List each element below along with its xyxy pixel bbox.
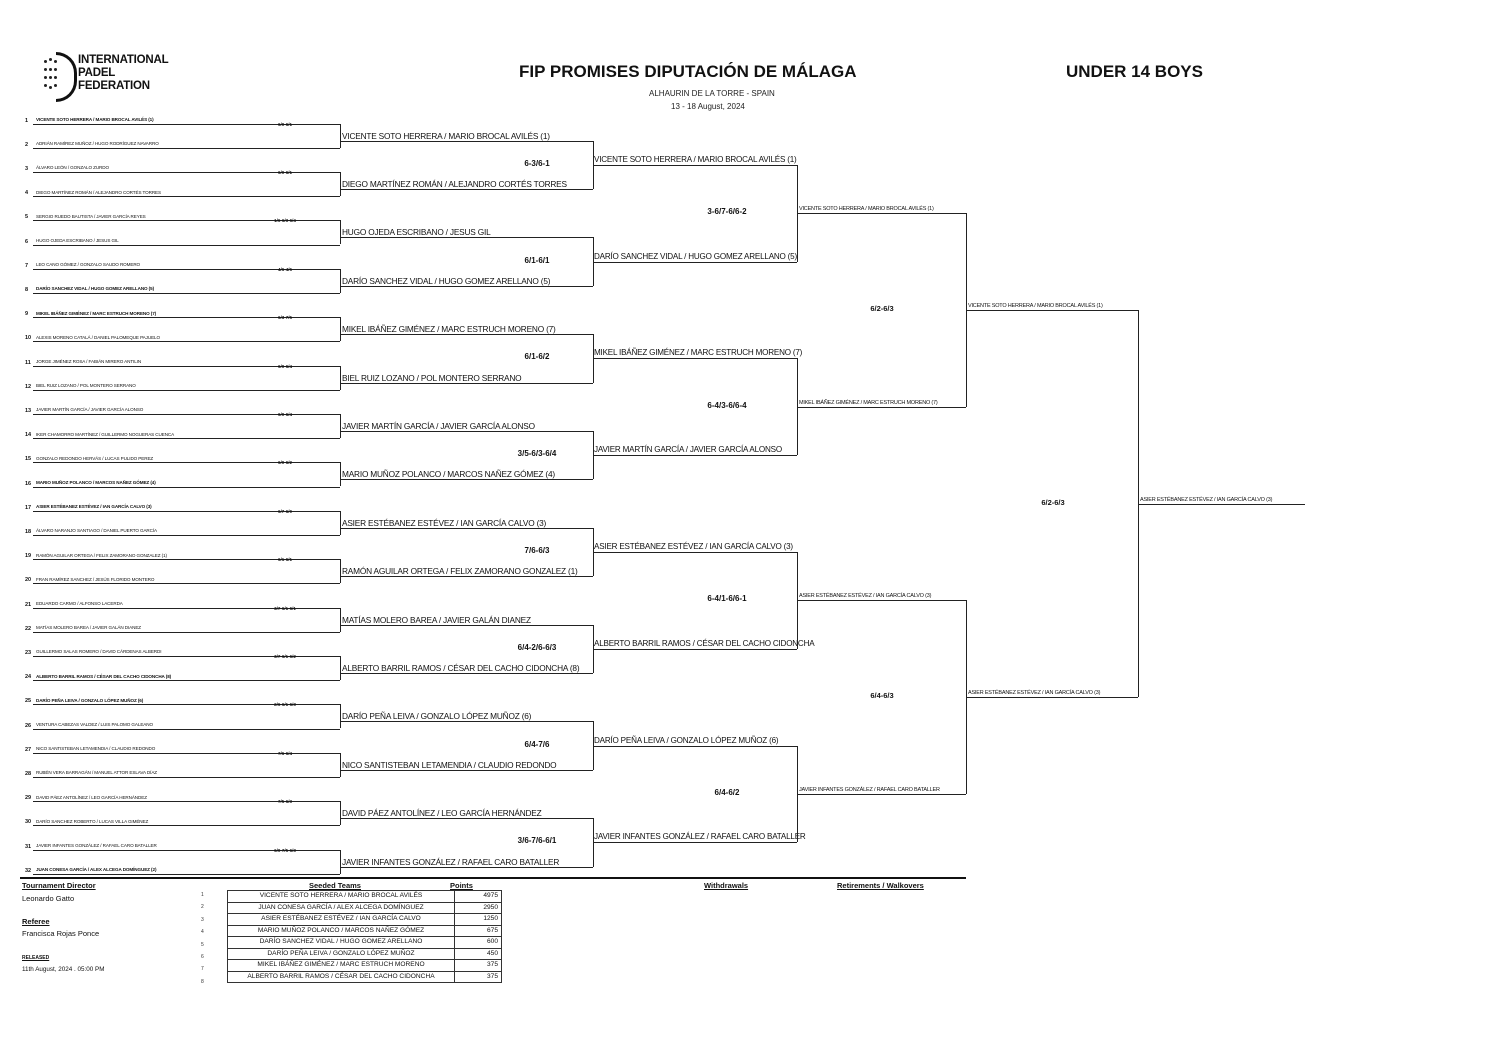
released-date: 11th August, 2024 . 05:00 PM — [22, 966, 105, 973]
seed-slot-number: 5 — [25, 214, 29, 221]
round4-team: ASIER ESTÉBANEZ ESTÉVEZ / IAN GARCÍA CALVO (3) — [799, 593, 932, 600]
seed-points: 375 — [455, 971, 502, 983]
seed-slot-number: 9 — [25, 311, 29, 318]
round1-score: 6/0-6/2 — [277, 460, 292, 466]
final-team: ASIER ESTÉBANEZ ESTÉVEZ / IAN GARCÍA CALVO (3) — [968, 690, 1101, 697]
round1-team: JUAN CONESA GARCÍA / ALEX ALCEGA DOMÍNGUEZ (2) — [36, 867, 157, 873]
round1-team: JORGE JIMÉNEZ ROSA / FABIÁN MIRERO ANTILIN — [36, 359, 142, 364]
bracket-line — [33, 680, 340, 681]
seed-number: 2 — [201, 904, 204, 911]
round2-team: NICO SANTISTEBAN LETAMENDIA / CLAUDIO REDONDO — [342, 759, 557, 770]
bracket-line — [340, 818, 593, 819]
round2-team: MATÍAS MOLERO BAREA / JAVIER GALÁN DIANEZ — [342, 614, 531, 625]
round1-team: DARÍO SANCHEZ ROBERTO / LUCAS VILLA GIMÉNEZ — [36, 818, 149, 824]
bracket-line — [340, 383, 593, 384]
round1-team: SERGIO RUEDO BAUTISTA / JAVIER GARCÍA REYES — [36, 213, 146, 219]
round3-team: DARÍO SANCHEZ VIDAL / HUGO GOMEZ ARELLANO (5) — [594, 251, 797, 261]
seed-slot-number: 6 — [25, 238, 29, 245]
bracket-line — [340, 189, 593, 190]
seed-row — [228, 914, 502, 926]
round1-team: ÁLVARO NARANJO SANTIAGO / DANIEL PUERTO GARCÍA — [36, 528, 157, 534]
round4-score: 6/4-6/3 — [870, 691, 894, 701]
round1-team: RUBÉN VERA BARRAGÁN / MANUEL ATTOR ESLAVA DÍAZ — [36, 770, 157, 776]
bracket-line — [340, 867, 593, 868]
round1-score: 3/7-6/1-6/1 — [274, 605, 296, 611]
referee-label: Referee — [22, 917, 50, 926]
points-label: Points — [450, 881, 473, 890]
logo-text: INTERNATIONAL PADEL FEDERATION — [78, 54, 169, 92]
round2-team: DAVID PÁEZ ANTOLÍNEZ / LEO GARCÍA HERNÁNDEZ — [342, 808, 542, 819]
round1-team: NICO SANTISTEBAN LETAMENDIA / CLAUDIO REDONDO — [36, 746, 156, 752]
bracket-line — [33, 245, 340, 246]
round1-team: IKER CHAMORRO MARTÍNEZ / GUILLERMO NOGUERAS CUENCA — [36, 431, 175, 437]
seed-slot-number: 13 — [25, 407, 32, 414]
bracket-line — [797, 794, 966, 795]
seed-slot-number: 27 — [25, 746, 32, 753]
round1-team: JAVIER INFANTES GONZÁLEZ / RAFAEL CARO BATALLER — [36, 843, 157, 848]
seed-slot-number: 29 — [25, 795, 32, 802]
round2-team: HUGO OJEDA ESCRIBANO / JESUS GIL — [342, 227, 491, 238]
round1-score: 6/0-6/1 — [277, 170, 292, 175]
seed-slot-number: 4 — [25, 190, 29, 197]
bracket-line — [340, 479, 593, 480]
round1-score: 6/3-7/5 — [277, 315, 292, 321]
seed-number: 5 — [201, 941, 204, 948]
seed-slot-number: 25 — [25, 698, 32, 705]
round1-team: MARIO MUÑOZ POLANCO / MARCOS NAÑEZ GÓMEZ (4) — [36, 480, 156, 485]
bracket-line — [340, 334, 593, 335]
bracket-line — [593, 552, 797, 553]
seed-team: VICENTE SOTO HERRERA / MARIO BROCAL AVILÉS — [228, 891, 455, 903]
round2-team: JAVIER MARTÍN GARCÍA / JAVIER GARCÍA ALONSO — [342, 421, 535, 431]
round2-score: 7/6-6/3 — [524, 546, 550, 555]
seed-row — [228, 971, 502, 983]
round1-team: DIEGO MARTÍNEZ ROMÁN / ALEJANDRO CORTÉS TORRES — [36, 189, 161, 195]
round3-team: ALBERTO BARRIL RAMOS / CÉSAR DEL CACHO CIDONCHA — [594, 638, 815, 648]
bracket-line — [33, 874, 340, 875]
bracket-line — [33, 293, 340, 294]
seeded-teams-label: Seeded Teams — [309, 881, 361, 890]
round2-team: DIEGO MARTÍNEZ ROMÁN / ALEJANDRO CORTÉS TORRES — [342, 179, 567, 189]
round3-score: 6-4/3-6/6-4 — [707, 400, 747, 410]
round3-score: 6-4/1-6/6-1 — [707, 594, 747, 604]
round2-score: 6/4-7/6 — [524, 739, 550, 749]
bracket-line — [340, 559, 341, 583]
seed-points: 1250 — [455, 914, 502, 926]
released-label: RELEASED — [22, 955, 50, 961]
seed-slot-number: 23 — [25, 649, 32, 656]
round1-score: 6/1-6/1 — [277, 557, 292, 563]
director-name: Leonardo Gatto — [22, 894, 75, 903]
round2-score: 3/5-6/3-6/4 — [517, 449, 557, 459]
retirements-label: Retirements / Walkovers — [837, 881, 924, 890]
bracket-line — [33, 341, 340, 342]
round1-team: ASIER ESTÉBANEZ ESTÉVEZ / IAN GARCÍA CALVO (3) — [36, 504, 152, 510]
seed-points: 450 — [455, 948, 502, 960]
logo-arc-icon — [56, 52, 77, 102]
round3-team: DARÍO PEÑA LEIVA / GONZALO LÓPEZ MUÑOZ (6) — [594, 735, 779, 745]
bracket-line — [593, 262, 797, 263]
bracket-line — [340, 462, 341, 486]
bracket-line — [966, 310, 1138, 311]
round1-team: MIKEL IBÁÑEZ GIMÉNEZ / MARC ESTRUCH MORENO (7) — [36, 310, 157, 316]
round1-team: LEO CANO GÓMEZ / GONZALO SAUDO ROMERO — [36, 262, 141, 268]
seed-points: 375 — [455, 960, 502, 972]
round2-team: DARÍO SANCHEZ VIDAL / HUGO GOMEZ ARELLANO (5) — [342, 275, 551, 286]
round1-team: BIEL RUIZ LOZANO / POL MONTERO SERRANO — [36, 383, 136, 389]
round2-score: 6/4-2/6-6/3 — [517, 642, 557, 652]
bracket-line — [340, 801, 341, 825]
bracket-line — [33, 777, 340, 778]
bracket-line — [33, 390, 340, 391]
round4-team: MIKEL IBÁÑEZ GIMÉNEZ / MARC ESTRUCH MORENO (7) — [799, 399, 938, 406]
bracket-line — [33, 632, 340, 633]
seed-slot-number: 24 — [25, 674, 32, 681]
round2-score: 6-3/6-1 — [524, 158, 550, 168]
bracket-line — [797, 213, 966, 214]
seed-slot-number: 8 — [25, 286, 29, 293]
seed-slot-number: 28 — [25, 770, 32, 777]
seed-slot-number: 30 — [25, 819, 32, 826]
seed-slot-number: 26 — [25, 722, 32, 729]
bracket-line — [593, 746, 797, 747]
seed-slot-number: 20 — [25, 577, 32, 584]
seed-slot-number: 14 — [25, 432, 32, 439]
seed-points: 4975 — [455, 891, 502, 903]
referee-name: Francisca Rojas Ponce — [22, 929, 100, 938]
round3-score: 3-6/7-6/6-2 — [707, 207, 747, 217]
bracket-line — [33, 583, 340, 584]
round1-team: ÁLVARO LEÓN / GONZALO ZURDO — [36, 165, 109, 171]
final-score: 6/2-6/3 — [1041, 497, 1065, 507]
champion-team: ASIER ESTÉBANEZ ESTÉVEZ / IAN GARCÍA CALVO (3) — [1140, 496, 1273, 503]
bracket-line — [340, 511, 341, 535]
seed-slot-number: 11 — [25, 359, 31, 366]
round1-team: GUILLERMO SALAS ROMERO / DAVID CÁRDENAS ALBERDI — [36, 649, 162, 655]
round1-team: JAVIER MARTÍN GARCÍA / JAVIER GARCÍA ALONSO — [36, 407, 144, 413]
withdrawals-label: Withdrawals — [704, 881, 749, 890]
round1-team: VENTURA CABEZAS VALDEZ / LUIS PALOMO GALEANO — [36, 722, 153, 727]
bracket-line — [340, 124, 341, 148]
bracket-line — [340, 850, 341, 874]
round1-score: 6/0-6/4 — [277, 412, 292, 417]
round3-team: JAVIER INFANTES GONZÁLEZ / RAFAEL CARO BATALLER — [594, 832, 806, 842]
seeded-teams-table — [227, 890, 502, 983]
seed-slot-number: 22 — [25, 625, 32, 632]
round2-score: 3/6-7/6-6/1 — [517, 836, 557, 846]
final-team: VICENTE SOTO HERRERA / MARIO BROCAL AVILÉS (1) — [968, 303, 1103, 309]
round1-score: 6/7-6/0 — [277, 508, 292, 514]
round1-team: VICENTE SOTO HERRERA / MARIO BROCAL AVILÉS (1) — [36, 117, 154, 122]
seed-team: DARÍO SANCHEZ VIDAL / HUGO GOMEZ ARELLANO — [228, 937, 455, 949]
round4-score: 6/2-6/3 — [870, 304, 894, 313]
bracket-line — [1138, 504, 1305, 505]
seed-team: JUAN CONESA GARCÍA / ALEX ALCEGA DOMÍNGUEZ — [228, 902, 455, 914]
round2-team: MARIO MUÑOZ POLANCO / MARCOS NAÑEZ GÓMEZ (4) — [342, 469, 555, 480]
footer-divider — [20, 877, 966, 879]
bracket-line — [340, 317, 341, 341]
bracket-line — [33, 438, 340, 439]
round1-score: 4/6-4/6 — [277, 266, 292, 272]
round1-score: 3/7-6/1-6/2 — [274, 654, 296, 659]
round1-team: EDUARDO CARMO / ALFONSO LACERDA — [36, 601, 123, 606]
bracket-line — [593, 165, 797, 166]
seed-points: 2950 — [455, 902, 502, 914]
round1-team: ALBERTO BARRIL RAMOS / CÉSAR DEL CACHO CIDONCHA (8) — [36, 673, 172, 679]
bracket-line — [340, 431, 593, 432]
round1-team: DAVID PÁEZ ANTOLÍNEZ / LEO GARCÍA HERNÁNDEZ — [36, 794, 147, 800]
seed-row — [228, 891, 502, 903]
bracket-line — [33, 196, 340, 197]
round2-score: 6/1-6/2 — [524, 352, 550, 362]
bracket-line — [340, 141, 593, 142]
round2-team: MIKEL IBÁÑEZ GIMÉNEZ / MARC ESTRUCH MORENO (7) — [342, 324, 556, 335]
round2-team: RAMÓN AGUILAR ORTEGA / FELIX ZAMORANO GONZALEZ (1) — [342, 566, 578, 577]
director-label: Tournament Director — [22, 881, 96, 890]
round2-team: ASIER ESTÉBANEZ ESTÉVEZ / IAN GARCÍA CALVO (3) — [342, 517, 547, 528]
seed-row — [228, 902, 502, 914]
round1-score: 6/0-6/4 — [277, 363, 292, 369]
location: ALHAURIN DE LA TORRE - SPAIN — [649, 89, 775, 98]
bracket-line — [340, 172, 341, 196]
round1-score: 6/0-6/1 — [277, 121, 292, 127]
round1-score: 7/6-6/4 — [277, 750, 292, 756]
round3-team: VICENTE SOTO HERRERA / MARIO BROCAL AVILÉS (1) — [594, 154, 797, 164]
round2-team: ALBERTO BARRIL RAMOS / CÉSAR DEL CACHO CIDONCHA (8) — [342, 663, 580, 673]
seed-row — [228, 948, 502, 960]
seed-slot-number: 31 — [25, 843, 32, 850]
bracket-line — [33, 825, 340, 826]
bracket-line — [340, 528, 593, 529]
seed-number: 7 — [201, 966, 204, 973]
round1-score: 2/6-6/1-6/3 — [274, 702, 296, 708]
bracket-line — [797, 600, 966, 601]
seed-slot-number: 19 — [25, 553, 32, 560]
bracket-line — [797, 407, 966, 408]
seed-row — [228, 925, 502, 937]
bracket-line — [340, 366, 341, 390]
bracket-line — [593, 455, 797, 456]
seed-team: DARÍO PEÑA LEIVA / GONZALO LÓPEZ MUÑOZ — [228, 948, 455, 960]
round3-team: MIKEL IBÁÑEZ GIMÉNEZ / MARC ESTRUCH MORENO (7) — [594, 348, 803, 358]
round1-score: 6/0-7/5-6/3 — [274, 847, 296, 853]
seed-team: MARIO MUÑOZ POLANCO / MARCOS NAÑEZ GÓMEZ — [228, 925, 455, 937]
seed-slot-number: 16 — [25, 480, 32, 487]
round3-score: 6/4-6/2 — [714, 788, 740, 797]
round1-team: MATÍAS MOLERO BAREA / JAVIER GALÁN DIANEZ — [36, 625, 141, 631]
bracket-line — [340, 608, 341, 632]
bracket-line — [33, 535, 340, 536]
seed-number: 1 — [201, 892, 204, 898]
seed-points: 600 — [455, 937, 502, 949]
bracket-line — [33, 148, 340, 149]
round1-score: 1/6-6/3-6/4 — [274, 218, 296, 224]
seed-team: ALBERTO BARRIL RAMOS / CÉSAR DEL CACHO CIDONCHA — [228, 971, 455, 983]
round4-team: JAVIER INFANTES GONZÁLEZ / RAFAEL CARO BATALLER — [799, 787, 940, 793]
bracket-line — [340, 721, 593, 722]
tournament-title: FIP PROMISES DIPUTACIÓN DE MÁLAGA — [519, 62, 857, 81]
seed-slot-number: 12 — [25, 383, 32, 390]
bracket-line — [340, 704, 341, 728]
round1-team: ADRIÁN RAMÍREZ MUÑOZ / HUGO RODRÍGUEZ NAVARRO — [36, 141, 159, 147]
bracket-line — [340, 753, 341, 777]
fip-logo — [42, 52, 169, 100]
seed-team: MIKEL IBÁÑEZ GIMÉNEZ / MARC ESTRUCH MORENO — [228, 960, 455, 972]
seed-number: 3 — [201, 916, 204, 923]
bracket-line — [340, 576, 593, 577]
round3-team: ASIER ESTÉBANEZ ESTÉVEZ / IAN GARCÍA CALVO (3) — [594, 542, 793, 551]
round2-team: VICENTE SOTO HERRERA / MARIO BROCAL AVILÉS (1) — [342, 130, 550, 141]
seed-slot-number: 17 — [25, 504, 32, 511]
round1-score: 7/5-6/3 — [277, 799, 292, 805]
seed-slot-number: 21 — [25, 601, 32, 608]
bracket-line — [340, 656, 341, 680]
seed-slot-number: 2 — [25, 141, 29, 148]
round2-team: DARÍO PEÑA LEIVA / GONZALO LÓPEZ MUÑOZ (6) — [342, 711, 532, 722]
round1-team: ALEXIS MORENO CATALÁ / DANIEL PALOMEQUE PAJUELO — [36, 334, 160, 340]
seed-row — [228, 937, 502, 949]
bracket-line — [33, 729, 340, 730]
bracket-line — [340, 770, 593, 771]
round3-team: JAVIER MARTÍN GARCÍA / JAVIER GARCÍA ALONSO — [594, 445, 782, 455]
bracket-line — [340, 414, 341, 438]
dates: 13 - 18 August, 2024 — [671, 102, 745, 111]
bracket-line — [340, 673, 593, 674]
round1-team: DARÍO PEÑA LEIVA / GONZALO LÓPEZ MUÑOZ (6) — [36, 697, 144, 703]
bracket-line — [593, 649, 797, 650]
seed-slot-number: 18 — [25, 528, 32, 535]
seed-number: 8 — [201, 978, 204, 985]
round1-team: HUGO OJEDA ESCRIBANO / JESUS GIL — [36, 238, 119, 243]
round1-team: GONZALO REDONDO HERVÁS / LUCAS PULIDO PEREZ — [36, 455, 154, 461]
seed-slot-number: 10 — [25, 335, 32, 342]
seed-slot-number: 3 — [25, 165, 29, 172]
bracket-line — [33, 487, 340, 488]
round4-team: VICENTE SOTO HERRERA / MARIO BROCAL AVILÉS (1) — [799, 206, 934, 213]
bracket-line — [340, 269, 341, 293]
seed-number: 4 — [201, 929, 204, 936]
bracket-line — [966, 697, 1138, 698]
bracket-line — [340, 286, 593, 287]
seed-points: 675 — [455, 925, 502, 937]
round1-team: DARÍO SANCHEZ VIDAL / HUGO GOMEZ ARELLANO (5) — [36, 286, 155, 292]
category-title: UNDER 14 BOYS — [1066, 62, 1203, 81]
bracket-line — [593, 358, 797, 359]
round2-team: BIEL RUIZ LOZANO / POL MONTERO SERRANO — [342, 372, 522, 383]
seed-slot-number: 1 — [25, 117, 29, 124]
seed-slot-number: 7 — [25, 262, 29, 269]
seed-number: 6 — [201, 954, 204, 960]
round1-team: FRAN RAMÍREZ SANCHEZ / JESÚS FLORIDO MONTERO — [36, 576, 155, 582]
seed-row — [228, 960, 502, 972]
bracket-line — [340, 625, 593, 626]
round2-score: 6/1-6/1 — [524, 255, 550, 265]
round2-team: JAVIER INFANTES GONZÁLEZ / RAFAEL CARO BATALLER — [342, 856, 560, 867]
seed-slot-number: 32 — [25, 867, 32, 874]
bracket-line — [340, 237, 593, 238]
round1-team: RAMÓN AGUILAR ORTEGA / FELIX ZAMORANO GONZALEZ (1) — [36, 552, 167, 558]
bracket-line — [340, 220, 341, 244]
bracket-line — [593, 842, 797, 843]
seed-slot-number: 15 — [25, 456, 32, 463]
seed-team: ASIER ESTÉBANEZ ESTÉVEZ / IAN GARCÍA CALVO — [228, 914, 455, 926]
